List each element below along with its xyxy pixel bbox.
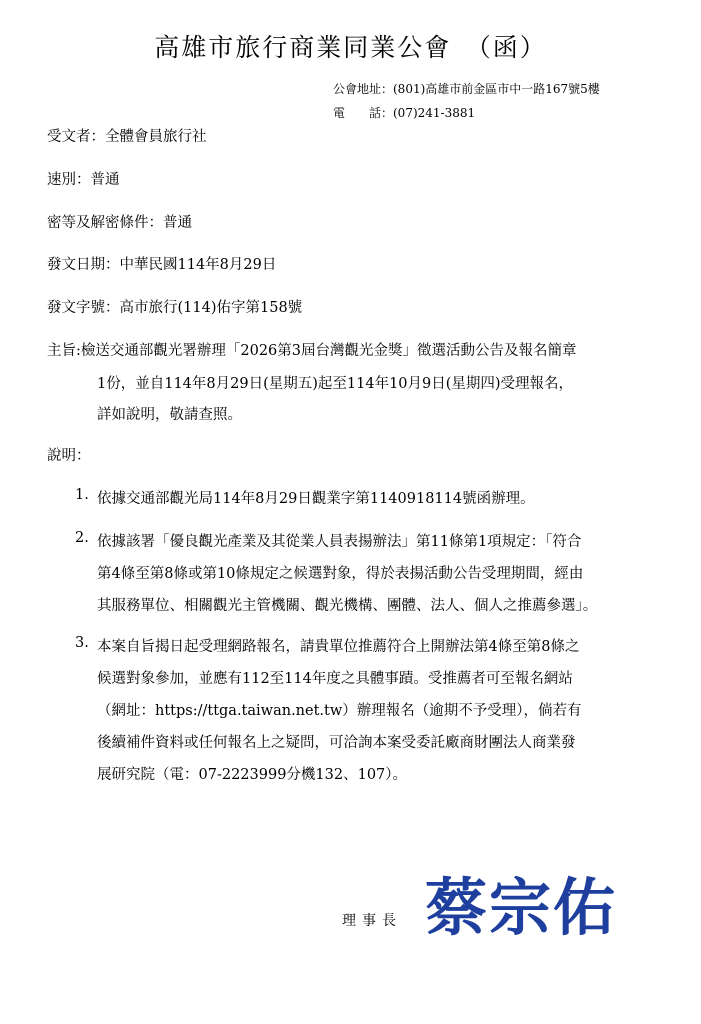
chairman-signature: 蔡宗佑 — [425, 871, 618, 944]
chairman-label: 理事長 — [342, 913, 402, 929]
subject-line-3: 詳如說明，敬請查照。 — [97, 407, 242, 423]
subject-line-1: 主旨:檢送交通部觀光署辦理「2026第3屆台灣觀光金獎」徵選活動公告及報名簡章 — [47, 343, 577, 359]
explanation-item-line: 候選對象參加，並應有112至114年度之具體事蹟。受推薦者可至報名網站 — [97, 671, 573, 687]
explanation-item-number: 3. — [75, 635, 89, 651]
explanation-item-line: 第4條至第8條或第10條規定之候選對象，得於表揚活動公告受理期間，經由 — [97, 566, 584, 582]
explanation-item-line: 其服務單位、相關觀光主管機關、觀光機構、團體、法人、個人之推薦參選」。 — [97, 598, 598, 614]
secrecy-line: 密等及解密條件：普通 — [47, 215, 192, 231]
explanation-item-number: 2. — [75, 530, 89, 546]
explanation-item-line: 展研究院（電：07-2223999分機132、107）。 — [97, 767, 408, 783]
issue-date-line: 發文日期：中華民國114年8月29日 — [47, 257, 277, 273]
subject-line-2: 1份，並自114年8月29日(星期五)起至114年10月9日(星期四)受理報名， — [97, 376, 574, 392]
explanation-item-number: 1. — [75, 487, 89, 503]
association-phone: 電 話：(07)241-3881 — [333, 106, 476, 120]
explanation-item-line: （網址：https://ttga.taiwan.net.tw）辦理報名（逾期不予受理），倘若有 — [97, 703, 582, 719]
explanation-item-line: 本案自旨揭日起受理網路報名，請貴單位推薦符合上開辦法第4條至第8條之 — [97, 639, 580, 655]
explanation-label: 說明： — [47, 448, 91, 464]
doc-number-line: 發文字號：高市旅行(114)佑字第158號 — [47, 300, 303, 316]
explanation-item-line: 依據交通部觀光局114年8月29日觀業字第1140918114號函辦理。 — [97, 491, 535, 507]
explanation-item-line: 依據該署「優良觀光產業及其從業人員表揚辦法」第11條第1項規定：「符合 — [97, 534, 582, 550]
speed-line: 速別：普通 — [47, 172, 120, 188]
explanation-item-line: 後續補件資料或任何報名上之疑問，可洽詢本案受委託廠商財團法人商業發 — [97, 735, 576, 751]
recipient-line: 受文者：全體會員旅行社 — [47, 129, 207, 145]
document-title: 高雄市旅行商業同業公會 （函） — [154, 33, 547, 62]
association-address: 公會地址：(801)高雄市前金區市中一路167號5樓 — [333, 82, 600, 96]
